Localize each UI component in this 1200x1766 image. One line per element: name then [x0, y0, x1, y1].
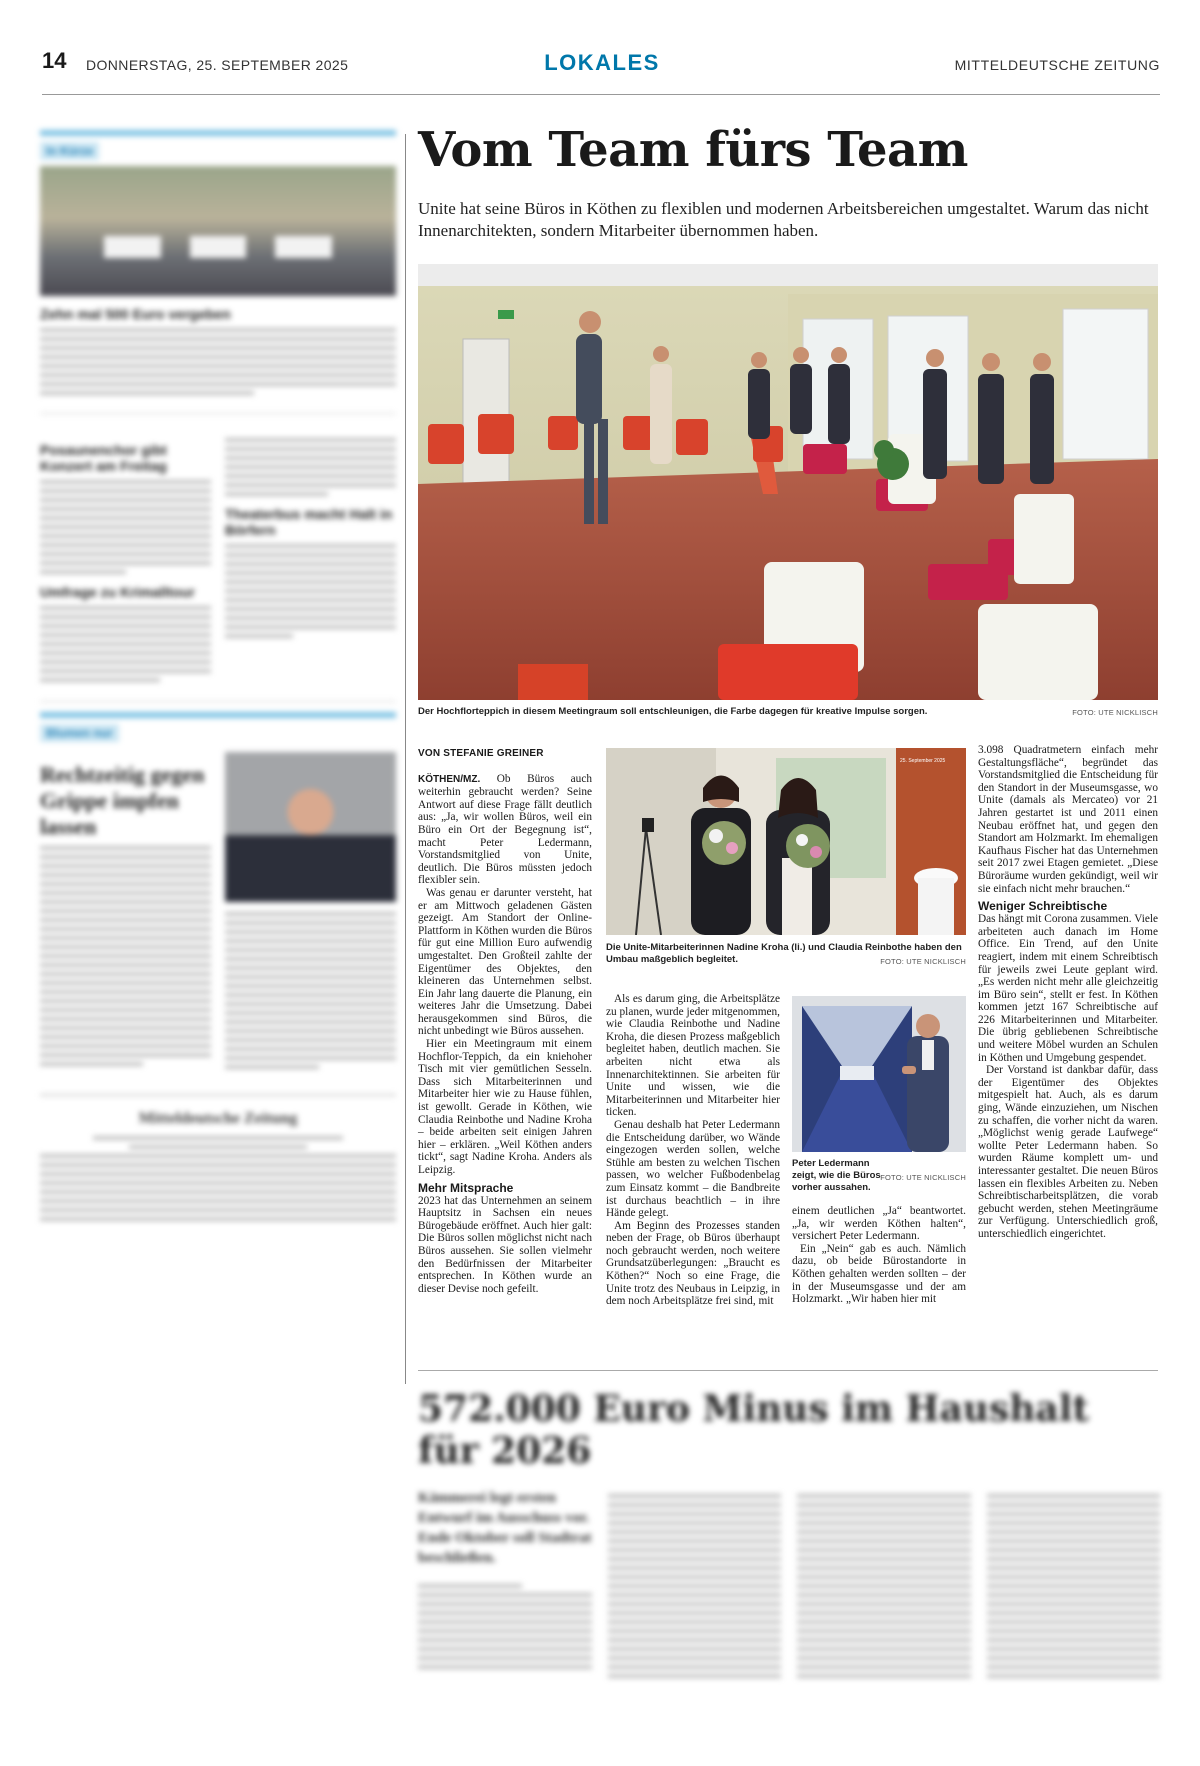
paragraph: Der Vorstand ist dankbar dafür, dass der Eigentümer des Objektes mitgespielt hat. Auch, als es darum ging, Wände einzuziehen, um Nischen zu schaffen, die vorher nicht da waren. „Möglichst wenig gerade Laufwege“ wollte Peter Ledermann haben. So wurden Räume komplett um- und interessanter gestaltet. Die neuen Büros lassen ein flexibles Arbeiten zu. Neben Schreibtischarbeitsplätzen, die vorab gebucht werden, stehen Meetingräume zur Verfügung. Unterschiedlich groß, unterschiedlich eingerichtet.	[978, 1064, 1158, 1240]
article-title: Vom Team fürs Team	[418, 122, 968, 178]
left-kicker: Blumen nur	[40, 724, 119, 742]
photo-credit: FOTO: UTE NICKLISCH	[1072, 708, 1158, 717]
paragraph: 2023 hat das Unternehmen an seinem Hauptsitz in Sachsen ein neues Bürogebäude eröffnet. Auch hier galt: Die Büros sollen möglichst nicht nach Büros aussehen. Sie sollen vielmehr den Bedürfnissen der Mitarbeiter entsprechen. In Köthen wurde an dieser Devise noch gefeilt.	[418, 1194, 592, 1295]
article-divider	[418, 1370, 1158, 1371]
left-headline: Posaunenchor gibt Konzert am Freitag	[40, 442, 167, 474]
left-headline: Zehn mal 500 Euro vergeben	[40, 306, 231, 322]
left-headline: Umfrage zu Krimalltour	[40, 584, 195, 600]
issue-date: DONNERSTAG, 25. SEPTEMBER 2025	[86, 57, 349, 73]
article-column-4	[978, 744, 1158, 1241]
byline: VON STEFANIE GREINER	[418, 748, 544, 759]
photo-caption: Peter Ledermann zeigt, wie die Büros vorher aussahen.	[792, 1158, 881, 1193]
photo-caption: Der Hochflorteppich in diesem Meetingraum soll entschleunigen, die Farbe dagegen für kreative Impulse sorgen.	[418, 706, 928, 717]
page-header	[42, 48, 1160, 80]
column-divider	[405, 134, 406, 1384]
page-number: 14	[42, 48, 67, 73]
section-title: LOKALES	[544, 50, 660, 75]
paragraph: Genau deshalb hat Peter Ledermann die Entscheidung darüber, wo Wände eingezogen werden sollen, welche Stühle am besten zu welchen Tischen passen, wo welcher Fußbodenbelag zum Einsatz kommt – die Bandbreite ist durchaus beachtlich – in ihre Hände gelegt.	[606, 1118, 780, 1220]
photo-sign-text: 25. September 2025	[900, 758, 946, 764]
left-block-rule	[40, 130, 396, 136]
article-column-1	[418, 748, 592, 1295]
subheading: Weniger Schreibtische	[978, 899, 1108, 914]
article-column-2	[606, 993, 780, 1308]
left-headline: Rechtzeitig gegen Grippe impfen lassen	[40, 762, 205, 839]
bottom-article-deck: Kämmerei legt ersten Entwurf im Ausschuss vor. Ende Oktober soll Stadtrat beschließen.	[418, 1490, 592, 1566]
subheading: Mehr Mitsprache	[418, 1180, 514, 1195]
paragraph: Was genau er darunter versteht, hat er am Mittwoch geladenen Gästen gezeigt. Am Standort der Online-Plattform in Köthen wurden die Büros für gut eine Million Euro aufwendig umgestaltet. Den Großteil zahlte der Eigentümer des Objektes, den kleineren das Unternehmen selbst. Ein Jahr lang dauerte die Planung, ein weiteres Jahr die Umsetzung. Dabei herausgekommen sind Büros, die nicht unbedingt wie Büros aussehen.	[418, 886, 592, 1038]
bottom-article	[418, 1388, 1160, 1708]
photo-credit: FOTO: UTE NICKLISCH	[880, 1173, 966, 1182]
photo-caption: Die Unite-Mitarbeiterinnen Nadine Kroha (li.) und Claudia Reinbothe haben den Umbau maßgeblich begleitet.	[606, 942, 962, 965]
left-kicker: In Kürze	[40, 142, 99, 160]
paragraph: 3.098 Quadratmetern einfach mehr Gestaltungsfläche“, begründet das Vorstandsmitglied die Entscheidung für den Standort in der Museumsgasse, wo Unite (damals als Mercateo) vor 21 Jahren gestartet ist und 2011 einen Neubau eröffnet hat, und gegen den Standort am Holzmarkt. Im ehemaligen Kaufhaus Fischer hat das Unternehmen seit 2017 zwei Etagen gemietet. „Diese Büroräume wurden gekündigt, weil wir sie einfach nicht mehr brauchen.“	[978, 744, 1158, 895]
newspaper-name: MITTELDEUTSCHE ZEITUNG	[954, 57, 1160, 73]
left-portrait-photo	[225, 752, 396, 902]
paragraph: Ob Büros auch weiterhin gebraucht werden? Seine Antwort auf diese Frage fällt deutlich aus: „Ja, wir wollen Büros, weil ein Büro ein Ort der Begegnung ist“, macht Peter Ledermann, Vorstandsmitglied von Unite, deutlich. Die Büros müssten jedoch flexibler sein.	[418, 772, 592, 887]
paragraph: einem deutlichen „Ja“ beantwortet. „Ja, wir werden Köthen halten“, versichert Peter Ledermann.	[792, 1205, 966, 1243]
left-group-photo	[40, 166, 396, 296]
photo-credit: FOTO: UTE NICKLISCH	[880, 957, 966, 966]
header-divider	[42, 94, 1160, 95]
article-subtitle: Unite hat seine Büros in Köthen zu flexiblen und modernen Arbeitsbereichen umgestaltet. Warum das nicht Innenarchitekten, sondern Mitarbeiter übernommen haben.	[418, 199, 1149, 240]
left-headline: Theaterbus macht Halt in Börfern	[225, 506, 393, 538]
meeting-room-photo	[418, 264, 1158, 700]
paragraph: Als es darum ging, die Arbeitsplätze zu planen, wurde jeder mitgenommen, wie Claudia Reinbothe und Nadine Kroha, die diesen Prozess maßgeblich begleitet haben, deutlich machen. Sie arbeiten nicht etwa als Innenarchitektinnen. Sie arbeiten für Unite und wissen, wie die Mitarbeiterinnen und Mitarbeiter hier ticken.	[606, 993, 780, 1119]
left-news-column	[40, 130, 396, 1690]
paragraph: Hier ein Meetingraum mit einem Hochflor-Teppich, da ein kniehoher Tisch mit vier gemütlichen Sesseln. Dass sich Mitarbeiterinnen und Mitarbeiter hier wie zu Hause fühlen, ist gewollt. Gerade in Köthen, wie Claudia Reinbothe und Nadine Kroha – beide arbeiten seit einigen Jahren hier – erklären. „Weil Köthen anders tickt“, sagt Nadine Kroha. Anders als Leipzig.	[418, 1038, 592, 1176]
article-column-3	[792, 1205, 966, 1306]
left-block-rule	[40, 712, 396, 718]
masthead-imprint: Mitteldeutsche Zeitung	[40, 1094, 396, 1128]
bottom-article-title: 572.000 Euro Minus im Haushalt für 2026	[418, 1388, 1090, 1472]
paragraph: Das hängt mit Corona zusammen. Viele arbeiteten auch danach im Home Office. Ein Trend, auf den Unite reagiert, indem mit einem Schreibtisch für jeweils zwei Leute geplant wird. „Es werden nicht mehr alle gleichzeitig im Büro sein“, stellt er fest. In Köthen kommen jetzt 167 Schreibtische auf 226 Mitarbeiterinnen und Mitarbeiter. Die übrig gebliebenen Schreibtische und weitere Möbel wurden an Schulen in Köthen und Umgebung gespendet.	[978, 913, 1158, 1064]
paragraph: Am Beginn des Prozesses standen neben der Frage, ob Büros überhaupt noch gebraucht werden, noch weitere Grundsatzüberlegungen: „Braucht es Köthen?“ Noch so eine Frage, die Unite trotz des Neubaus in Leipzig, in dem noch Arbeitsplätze frei sind, mit	[606, 1219, 780, 1308]
left-text-lines	[40, 328, 396, 395]
paragraph: Ein „Nein“ gab es auch. Nämlich dazu, ob beide Bürostandorte in Köthen gehalten werden sollten – der in der Museumsgasse und der am Holzmarkt. „Wir haben hier mit	[792, 1242, 966, 1306]
ledermann-photo	[792, 996, 966, 1152]
dateline: KÖTHEN/MZ.	[418, 773, 481, 785]
employees-flowers-photo	[606, 748, 966, 935]
